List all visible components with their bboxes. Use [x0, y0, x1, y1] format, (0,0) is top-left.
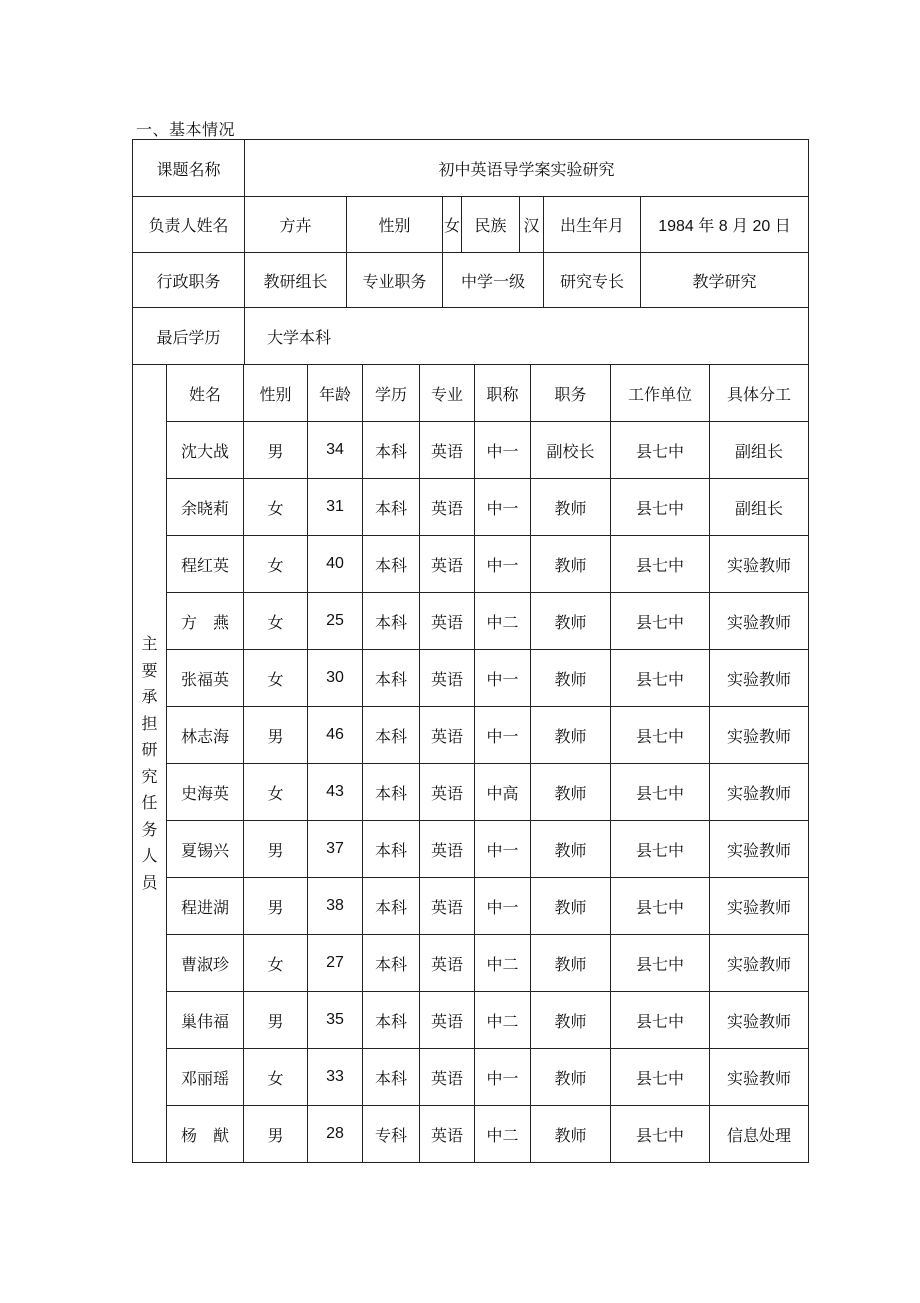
member-education: 本科 [363, 764, 420, 821]
member-unit: 县七中 [611, 422, 710, 479]
members-table [132, 364, 809, 1163]
member-rank: 中二 [475, 593, 531, 650]
member-rank: 中二 [475, 992, 531, 1049]
member-position: 教师 [531, 992, 611, 1049]
member-role: 实验教师 [710, 536, 809, 593]
member-major: 英语 [420, 878, 475, 935]
member-name: 沈大战 [167, 422, 244, 479]
member-gender: 男 [244, 422, 308, 479]
member-age: 31 [308, 479, 363, 536]
member-major: 英语 [420, 650, 475, 707]
member-education: 本科 [363, 1049, 420, 1106]
member-position: 教师 [531, 1106, 611, 1163]
member-name: 张福英 [167, 650, 244, 707]
specialty-value: 教学研究 [641, 253, 809, 308]
member-position: 教师 [531, 707, 611, 764]
header-age: 年龄 [308, 365, 363, 422]
table-row [133, 878, 809, 935]
member-position: 教师 [531, 764, 611, 821]
member-rank: 中一 [475, 1049, 531, 1106]
leader-name-value: 方卉 [245, 197, 347, 253]
education-value: 大学本科 [245, 308, 809, 365]
member-role: 实验教师 [710, 650, 809, 707]
side-label-char: 要 [141, 660, 158, 680]
section-title: 一、基本情况 [136, 120, 236, 139]
side-label-char: 担 [141, 713, 158, 733]
member-role: 实验教师 [710, 593, 809, 650]
header-gender: 性别 [244, 365, 308, 422]
member-role: 信息处理 [710, 1106, 809, 1163]
side-label-char: 人 [141, 846, 158, 865]
member-unit: 县七中 [611, 1106, 710, 1163]
member-education: 本科 [363, 935, 420, 992]
member-major: 英语 [420, 479, 475, 536]
member-major: 英语 [420, 764, 475, 821]
table-row [133, 536, 809, 593]
header-major: 专业 [420, 365, 475, 422]
basic-info-table [132, 139, 809, 365]
member-education: 本科 [363, 650, 420, 707]
member-age: 34 [308, 422, 363, 479]
member-name: 林志海 [167, 707, 244, 764]
header-rank: 职称 [475, 365, 531, 422]
project-name-value: 初中英语导学案实验研究 [245, 140, 809, 197]
table-row [133, 593, 809, 650]
side-label-char: 究 [141, 766, 158, 786]
member-role: 实验教师 [710, 764, 809, 821]
member-rank: 中高 [475, 764, 531, 821]
member-gender: 女 [244, 593, 308, 650]
member-gender: 男 [244, 707, 308, 764]
member-position: 教师 [531, 935, 611, 992]
members-header-row [133, 365, 809, 422]
member-position: 教师 [531, 1049, 611, 1106]
member-major: 英语 [420, 707, 475, 764]
member-position: 教师 [531, 593, 611, 650]
member-role: 实验教师 [710, 707, 809, 764]
member-position: 教师 [531, 821, 611, 878]
ethnicity-value: 汉 [520, 197, 544, 253]
member-rank: 中一 [475, 878, 531, 935]
pro-title-value: 中学一级 [443, 253, 544, 308]
education-row [133, 308, 809, 365]
table-row [133, 1049, 809, 1106]
member-gender: 男 [244, 821, 308, 878]
member-unit: 县七中 [611, 593, 710, 650]
member-position: 教师 [531, 650, 611, 707]
member-age: 25 [308, 593, 363, 650]
member-unit: 县七中 [611, 1049, 710, 1106]
header-unit: 工作单位 [611, 365, 710, 422]
member-major: 英语 [420, 992, 475, 1049]
education-label: 最后学历 [133, 308, 245, 365]
member-name: 曹淑珍 [167, 935, 244, 992]
member-unit: 县七中 [611, 479, 710, 536]
member-education: 本科 [363, 422, 420, 479]
member-age: 40 [308, 536, 363, 593]
member-gender: 男 [244, 1106, 308, 1163]
table-row [133, 650, 809, 707]
header-education: 学历 [363, 365, 420, 422]
side-label-char: 主 [141, 634, 158, 653]
gender-value: 女 [443, 197, 462, 253]
member-role: 副组长 [710, 422, 809, 479]
table-row [133, 764, 809, 821]
table-row [133, 1106, 809, 1163]
member-gender: 女 [244, 764, 308, 821]
member-unit: 县七中 [611, 821, 710, 878]
project-row [133, 140, 809, 197]
member-education: 本科 [363, 536, 420, 593]
member-major: 英语 [420, 1106, 475, 1163]
member-name: 杨 猷 [167, 1106, 244, 1163]
member-name: 夏锡兴 [167, 821, 244, 878]
member-role: 实验教师 [710, 878, 809, 935]
member-age: 28 [308, 1106, 363, 1163]
member-education: 本科 [363, 479, 420, 536]
member-rank: 中一 [475, 707, 531, 764]
ethnicity-label: 民族 [462, 197, 520, 253]
member-role: 实验教师 [710, 992, 809, 1049]
table-row [133, 707, 809, 764]
member-unit: 县七中 [611, 764, 710, 821]
member-age: 37 [308, 821, 363, 878]
table-row [133, 479, 809, 536]
member-position: 教师 [531, 479, 611, 536]
birth-value: 1984 年 8 月 20 日 [641, 197, 809, 253]
member-name: 方 燕 [167, 593, 244, 650]
table-row [133, 935, 809, 992]
member-position: 副校长 [531, 422, 611, 479]
gender-label: 性别 [347, 197, 443, 253]
member-rank: 中一 [475, 821, 531, 878]
member-role: 实验教师 [710, 935, 809, 992]
member-age: 38 [308, 878, 363, 935]
member-rank: 中二 [475, 935, 531, 992]
member-rank: 中一 [475, 650, 531, 707]
member-major: 英语 [420, 536, 475, 593]
member-rank: 中一 [475, 422, 531, 479]
member-age: 33 [308, 1049, 363, 1106]
member-unit: 县七中 [611, 536, 710, 593]
specialty-label: 研究专长 [544, 253, 641, 308]
member-rank: 中一 [475, 479, 531, 536]
table-row [133, 821, 809, 878]
side-label-char: 务 [141, 819, 158, 839]
member-age: 30 [308, 650, 363, 707]
member-name: 邓丽瑶 [167, 1049, 244, 1106]
side-label-char: 承 [141, 687, 158, 706]
admin-title-value: 教研组长 [245, 253, 347, 308]
member-age: 35 [308, 992, 363, 1049]
leader-row [133, 197, 809, 253]
member-position: 教师 [531, 878, 611, 935]
member-major: 英语 [420, 821, 475, 878]
side-label-char: 任 [141, 793, 158, 812]
title-row [133, 253, 809, 308]
admin-title-label: 行政职务 [133, 253, 245, 308]
member-unit: 县七中 [611, 650, 710, 707]
table-row [133, 422, 809, 479]
member-name: 巢伟福 [167, 992, 244, 1049]
member-role: 实验教师 [710, 821, 809, 878]
member-unit: 县七中 [611, 707, 710, 764]
pro-title-label: 专业职务 [347, 253, 443, 308]
member-education: 本科 [363, 821, 420, 878]
header-role: 具体分工 [710, 365, 809, 422]
member-major: 英语 [420, 593, 475, 650]
project-name-label: 课题名称 [133, 140, 245, 197]
table-row [133, 992, 809, 1049]
leader-name-label: 负责人姓名 [133, 197, 245, 253]
member-rank: 中一 [475, 536, 531, 593]
birth-label: 出生年月 [544, 197, 641, 253]
side-label-char: 研 [141, 740, 158, 759]
member-major: 英语 [420, 1049, 475, 1106]
member-gender: 女 [244, 650, 308, 707]
member-major: 英语 [420, 422, 475, 479]
member-gender: 男 [244, 992, 308, 1049]
member-name: 程进湖 [167, 878, 244, 935]
members-side-label [133, 365, 167, 1163]
member-education: 专科 [363, 1106, 420, 1163]
member-unit: 县七中 [611, 935, 710, 992]
member-gender: 男 [244, 878, 308, 935]
member-role: 实验教师 [710, 1049, 809, 1106]
member-education: 本科 [363, 992, 420, 1049]
member-unit: 县七中 [611, 878, 710, 935]
member-education: 本科 [363, 707, 420, 764]
member-gender: 女 [244, 1049, 308, 1106]
side-label-char: 员 [141, 872, 158, 892]
member-name: 程红英 [167, 536, 244, 593]
member-gender: 女 [244, 935, 308, 992]
member-education: 本科 [363, 593, 420, 650]
header-position: 职务 [531, 365, 611, 422]
member-major: 英语 [420, 935, 475, 992]
member-gender: 女 [244, 479, 308, 536]
member-rank: 中二 [475, 1106, 531, 1163]
member-position: 教师 [531, 536, 611, 593]
member-education: 本科 [363, 878, 420, 935]
member-unit: 县七中 [611, 992, 710, 1049]
member-gender: 女 [244, 536, 308, 593]
member-name: 余晓莉 [167, 479, 244, 536]
member-age: 46 [308, 707, 363, 764]
header-name: 姓名 [167, 365, 244, 422]
member-role: 副组长 [710, 479, 809, 536]
member-age: 43 [308, 764, 363, 821]
member-name: 史海英 [167, 764, 244, 821]
member-age: 27 [308, 935, 363, 992]
